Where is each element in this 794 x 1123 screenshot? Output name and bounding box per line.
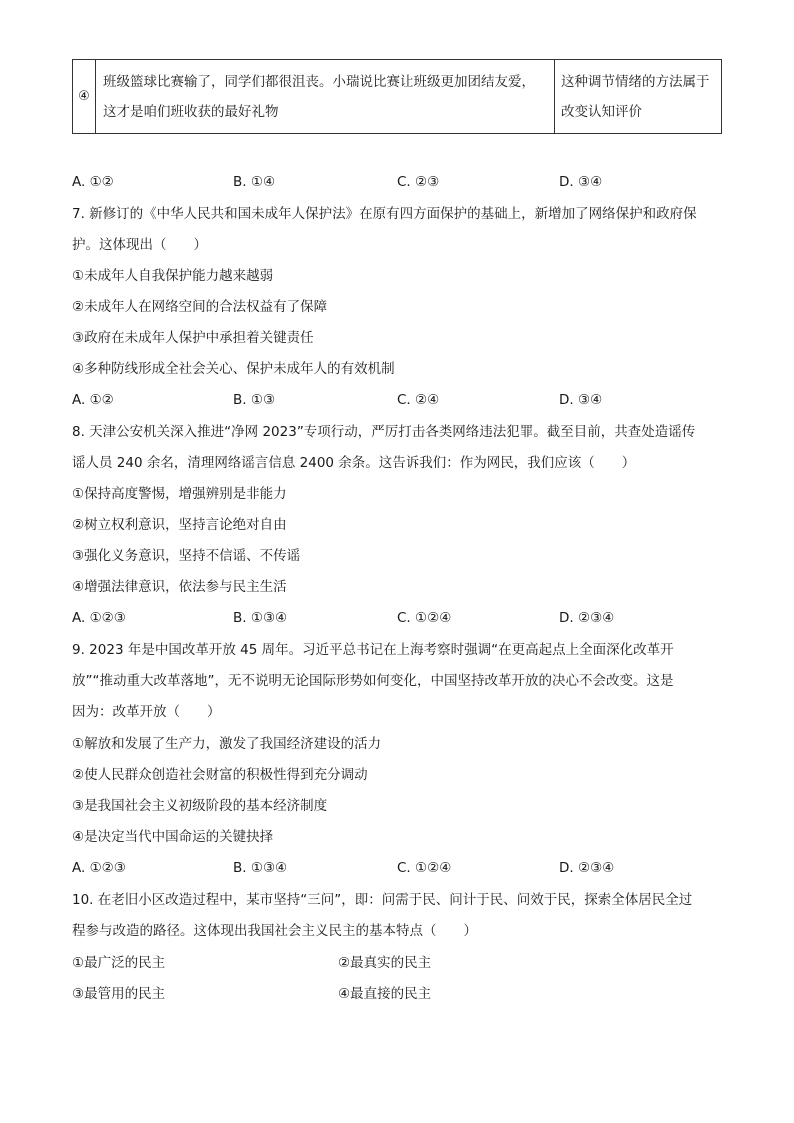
table-row <box>73 60 722 134</box>
q9-option: ④是决定当代中国命运的关键抉择 <box>72 829 274 845</box>
scenario-table <box>72 59 722 134</box>
scenario-cell <box>96 60 555 134</box>
q7-option: ①未成年人自我保护能力越来越弱 <box>72 268 274 284</box>
q9-option: ③是我国社会主义初级阶段的基本经济制度 <box>72 798 328 814</box>
choice-b: B. ①④ <box>233 174 276 190</box>
q7-option: ④多种防线形成全社会关心、保护未成年人的有效机制 <box>72 361 395 377</box>
judgement-text-line: 这种调节情绪的方法属于 <box>561 73 710 90</box>
choice-c: C. ①②④ <box>397 610 452 626</box>
scenario-text-line: 班级篮球比赛输了，同学们都很沮丧。小瑞说比赛让班级更加团结友爱， <box>103 73 535 90</box>
q8-option: ①保持高度警惕，增强辨别是非能力 <box>72 486 287 502</box>
q8-option: ③强化义务意识，坚持不信谣、不传谣 <box>72 548 301 564</box>
q8-option: ②树立权利意识，坚持言论绝对自由 <box>72 517 287 533</box>
q9-stem-line: 放”“推动重大改革落地”，无不说明无论国际形势如何变化，中国坚持改革开放的决心不会改变。这是 <box>72 673 674 689</box>
judgement-text-line: 改变认知评价 <box>561 103 642 120</box>
q10-option: ③最管用的民主 <box>72 986 166 1002</box>
q6-choices <box>72 173 722 191</box>
q9-stem-line: 因为：改革开放（ ） <box>72 704 221 720</box>
judgement-cell <box>555 60 722 134</box>
choice-b: B. ①③ <box>233 392 276 408</box>
choice-c: C. ②③ <box>397 174 440 190</box>
q8-stem-line: 谣人员 240 余名，清理网络谣言信息 2400 余条。这告诉我们：作为网民，我们应该（ ） <box>72 455 636 471</box>
q7-option: ②未成年人在网络空间的合法权益有了保障 <box>72 299 328 315</box>
q9-stem-line: 9. 2023 年是中国改革开放 45 周年。习近平总书记在上海考察时强调“在更高起点上全面深化改革开 <box>72 642 674 658</box>
q10-stem-line: 程参与改造的路径。这体现出我国社会主义民主的基本特点（ ） <box>72 923 477 939</box>
q7-option: ③政府在未成年人保护中承担着关键责任 <box>72 330 314 346</box>
q8-choices <box>72 609 722 627</box>
q9-option: ②使人民群众创造社会财富的积极性得到充分调动 <box>72 767 368 783</box>
q10-option: ②最真实的民主 <box>338 955 432 971</box>
row-number: ④ <box>73 60 96 134</box>
choice-a: A. ①② <box>72 392 114 408</box>
q10-option: ①最广泛的民主 <box>72 955 166 971</box>
q10-stem-line: 10. 在老旧小区改造过程中，某市坚持“三问”，即：问需于民、问计于民、问效于民，探索全体居民全过 <box>72 892 693 908</box>
q7-choices <box>72 391 722 409</box>
q9-option: ①解放和发展了生产力，激发了我国经济建设的活力 <box>72 736 382 752</box>
q7-stem-line: 护。这体现出（ ） <box>72 237 207 253</box>
choice-a: A. ①②③ <box>72 610 126 626</box>
choice-b: B. ①③④ <box>233 860 288 876</box>
q8-stem-line: 8. 天津公安机关深入推进“净网 2023”专项行动，严厉打击各类网络违法犯罪。截至目前，共查处造谣传 <box>72 424 696 440</box>
choice-d: D. ③④ <box>559 174 603 190</box>
choice-d: D. ②③④ <box>559 860 615 876</box>
q10-option: ④最直接的民主 <box>338 986 432 1002</box>
choice-b: B. ①③④ <box>233 610 288 626</box>
choice-c: C. ①②④ <box>397 860 452 876</box>
q7-stem-line: 7. 新修订的《中华人民共和国未成年人保护法》在原有四方面保护的基础上，新增加了网络保护和政府保 <box>72 206 697 222</box>
scenario-text-line: 这才是咱们班收获的最好礼物 <box>103 103 279 120</box>
choice-d: D. ②③④ <box>559 610 615 626</box>
choice-a: A. ①② <box>72 174 114 190</box>
q9-choices <box>72 859 722 877</box>
q8-option: ④增强法律意识，依法参与民主生活 <box>72 579 287 595</box>
choice-a: A. ①②③ <box>72 860 126 876</box>
choice-c: C. ②④ <box>397 392 440 408</box>
choice-d: D. ③④ <box>559 392 603 408</box>
